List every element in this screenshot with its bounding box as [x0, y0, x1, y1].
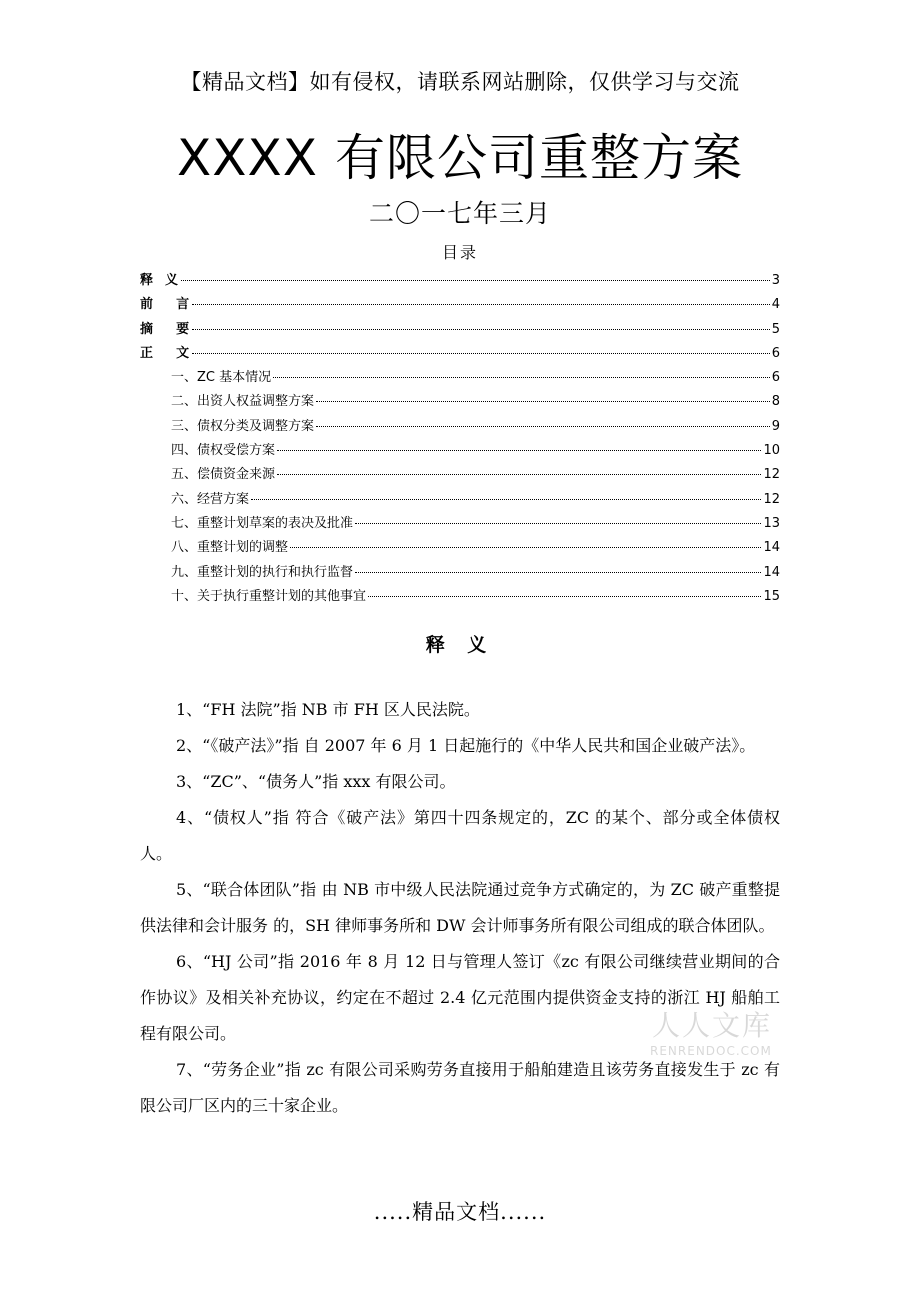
toc-subentry-page: 6 [771, 370, 780, 386]
definition-item [140, 728, 780, 764]
document-title: XXXX 有限公司重整方案 [177, 129, 743, 187]
definition-term: 3、“ZC”、“债务人”指 [176, 772, 339, 791]
toc-leader-dots [251, 499, 761, 500]
table-of-contents [140, 269, 780, 609]
definition-item [140, 764, 780, 800]
toc-subentry-page: 14 [763, 564, 780, 580]
toc-leader-dots [355, 523, 761, 524]
toc-subentry-page: 15 [763, 588, 780, 604]
toc-subentry-page: 13 [763, 515, 780, 531]
toc-subentry-label: 十、关于执行重整计划的其他事宜 [171, 588, 367, 604]
definition-item [140, 800, 780, 872]
toc-subentry-page: 14 [763, 540, 780, 556]
toc-subentry[interactable] [140, 561, 780, 585]
definition-item [140, 692, 780, 728]
toc-leader-dots [290, 547, 761, 548]
definition-term: 4、“债权人”指 [176, 808, 290, 827]
toc-subentry[interactable] [140, 512, 780, 536]
definition-text: zc 有限公司采购劳务直接用于船舶建造且该劳务直接发生于 zc 有限公司厂区内的三十家企业。 [140, 1060, 780, 1115]
toc-leader-dots [277, 450, 761, 451]
definition-term: 1、“FH 法院”指 [176, 700, 297, 719]
toc-entry[interactable] [140, 269, 780, 293]
toc-subentry[interactable] [140, 439, 780, 463]
definition-text: 符合《破产法》第四十四条规定的，ZC 的某个、部分或全体债权人。 [140, 808, 781, 863]
toc-entry-page: 5 [771, 321, 780, 337]
toc-entry[interactable] [140, 293, 780, 317]
toc-subentry[interactable] [140, 366, 780, 390]
toc-leader-dots [192, 353, 770, 354]
page-footer: .....精品文档...... [373, 1200, 547, 1224]
document-date: 二〇一七年三月 [368, 199, 551, 228]
toc-leader-dots [273, 377, 770, 378]
copyright-banner: 【精品文档】如有侵权，请联系网站删除，仅供学习与交流 [180, 70, 740, 94]
toc-subentry-label: 四、债权受偿方案 [171, 443, 276, 459]
site-watermark [640, 1004, 780, 1084]
toc-subentry[interactable] [140, 585, 780, 609]
toc-entry-page: 6 [771, 345, 780, 361]
definition-text: 2016 年 8 月 12 日与管理人签订《zc 有限公司继续营业期间的合作协议》及相关补充协议，约定在不超过 2.4 亿元范围内提供资金支持的浙江 HJ 船舶工程有限公司。 [140, 952, 780, 1043]
toc-leader-dots [368, 596, 761, 597]
toc-subentry-label: 八、重整计划的调整 [171, 540, 289, 556]
toc-entry-label: 摘 要 [140, 321, 191, 337]
toc-leader-dots [316, 401, 770, 402]
definition-term: 7、“劳务企业”指 [176, 1060, 301, 1079]
toc-subentry-label: 二、出资人权益调整方案 [171, 394, 315, 410]
toc-subentry[interactable] [140, 463, 780, 487]
toc-heading: 目录 [441, 243, 478, 262]
toc-entry[interactable] [140, 342, 780, 366]
toc-subentry-page: 9 [771, 418, 780, 434]
section-heading: 释 义 [425, 634, 495, 656]
toc-leader-dots [192, 329, 770, 330]
toc-entry-label: 正 文 [140, 345, 191, 361]
toc-subentry-label: 一、ZC 基本情况 [171, 370, 272, 386]
toc-subentry-label: 五、偿债资金来源 [171, 467, 276, 483]
watermark-logo-text: 人人文库 [652, 1009, 773, 1042]
toc-subentry-label: 三、债权分类及调整方案 [171, 418, 315, 434]
toc-subentry[interactable] [140, 488, 780, 512]
toc-subentry-page: 10 [763, 443, 780, 459]
toc-entry-page: 3 [771, 273, 780, 288]
toc-subentry[interactable] [140, 415, 780, 439]
definition-term: 5、“联合体团队”指 [176, 880, 317, 899]
toc-leader-dots [316, 426, 770, 427]
toc-leader-dots [355, 572, 761, 573]
definition-text: NB 市 FH 区人民法院。 [301, 700, 480, 719]
toc-subentry[interactable] [140, 536, 780, 560]
toc-subentry-label: 七、重整计划草案的表决及批准 [171, 515, 354, 531]
toc-entry-label: 前 言 [140, 297, 191, 313]
toc-subentry-page: 12 [763, 467, 780, 483]
definition-text: 由 NB 市中级人民法院通过竞争方式确定的，为 ZC 破产重整提供法律和会计服务 的，SH 律师事务所和 DW 会计师事务所有限公司组成的联合体团队。 [140, 880, 780, 935]
definition-text: xxx 有限公司。 [343, 772, 456, 791]
toc-entry-label: 释 义 [140, 273, 180, 288]
toc-entry-page: 4 [771, 297, 780, 313]
toc-entry[interactable] [140, 318, 780, 342]
toc-subentry-label: 六、经营方案 [171, 491, 250, 507]
toc-subentry-page: 8 [771, 394, 780, 410]
toc-leader-dots [192, 304, 770, 305]
definition-text: 自 2007 年 6 月 1 日起施行的《中华人民共和国企业破产法》。 [303, 736, 756, 755]
definition-item [140, 872, 780, 944]
toc-leader-dots [181, 280, 770, 281]
toc-subentry[interactable] [140, 390, 780, 414]
definition-term: 2、“《破产法》”指 [176, 736, 299, 755]
toc-subentry-label: 九、重整计划的执行和执行监督 [171, 564, 354, 580]
definition-term: 6、“HJ 公司”指 [176, 952, 295, 971]
watermark-url-text: RENRENDOC.COM [650, 1044, 772, 1058]
toc-leader-dots [277, 474, 761, 475]
toc-subentry-page: 12 [763, 491, 780, 507]
